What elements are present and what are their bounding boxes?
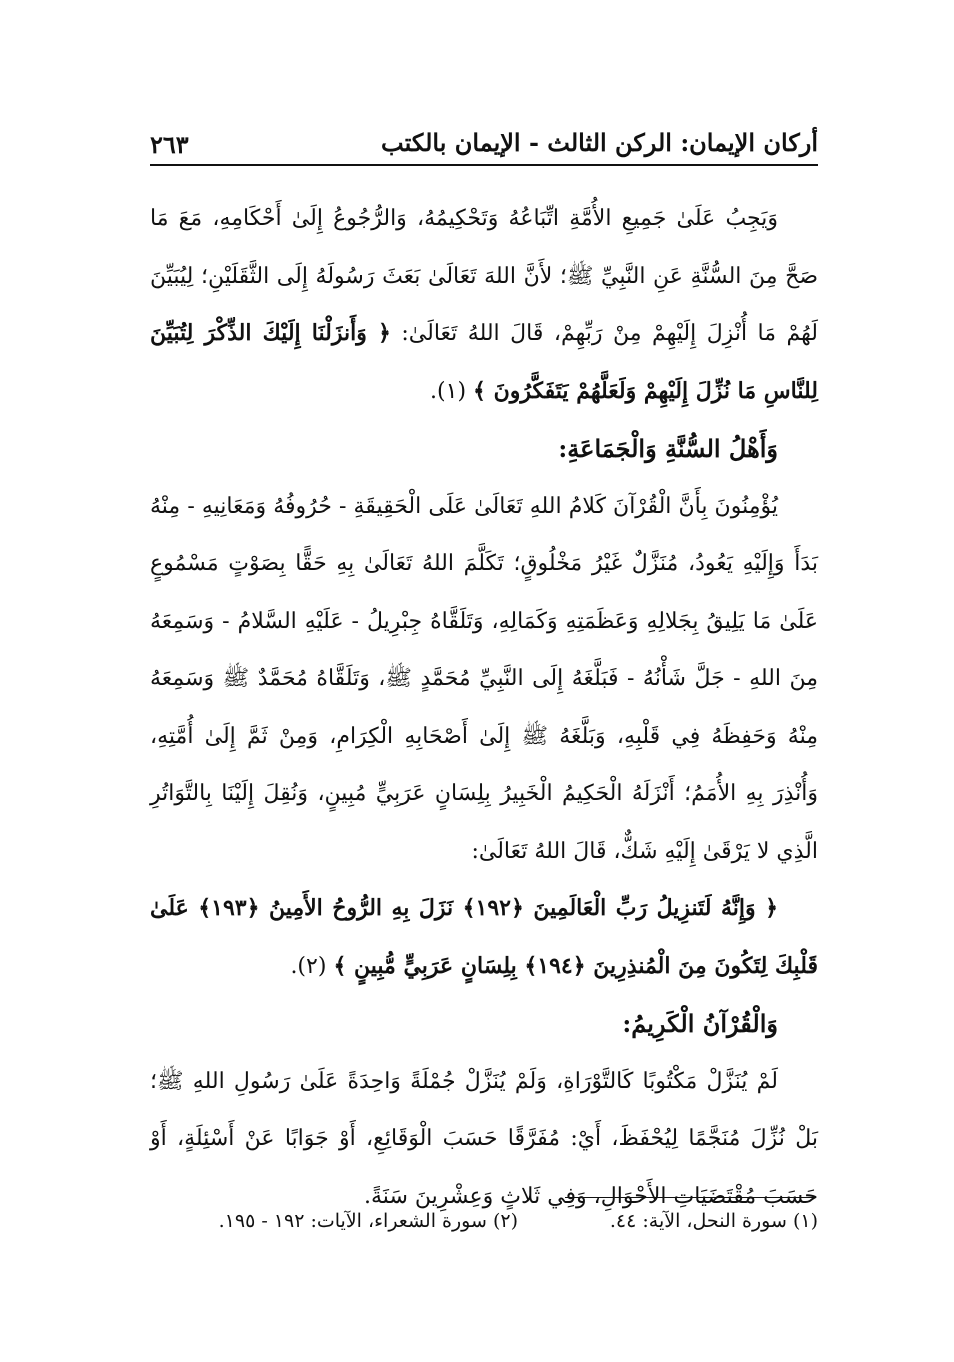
body-text: [150, 190, 818, 1225]
page-number: ٢٦٣: [150, 130, 189, 159]
heading-al-quran: وَالْقُرْآنُ الْكَرِيمُ:: [622, 1009, 778, 1038]
verse-an-nahl: ﴿ وَأَنزَلْنَا إِلَيْكَ الذِّكْرَ لِتُبَيِّنَ لِلنَّاسِ مَا نُزِّلَ إِلَيْهِمْ وَلَعَلَّهُمْ يَتَفَكَّرُونَ ﴾: [150, 320, 818, 404]
paragraph-1-text: وَيَجِبُ عَلَىٰ جَمِيعِ الأُمَّةِ اتِّبَاعُهُ وَتَحْكِيمُهُ، وَالرُّجُوعُ إِلَىٰ أَحْكَامِهِ، مَعَ مَا صَحَّ مِنَ السُّنَّةِ عَنِ النَّبِيِّ ﷺ؛ لأَنَّ اللهَ تَعَالَىٰ بَعَثَ رَسُولَهُ إِلَى الثَّقَلَيْنِ؛ لِيُبَيِّنَ لَهُمْ مَا أُنْزِلَ إِلَيْهِمْ مِنْ رَبِّهِمْ، قَالَ اللهُ تَعَالَىٰ:: [150, 206, 819, 346]
footnote-ref-1: (١).: [430, 378, 467, 404]
running-header: [150, 128, 818, 164]
paragraph-3: [150, 880, 818, 995]
paragraph-1: [150, 190, 818, 420]
footnote-2: (٢) سورة الشعراء، الآيات: ١٩٢ - ١٩٥.: [218, 1210, 518, 1232]
footnote-ref-2: (٢).: [290, 953, 327, 979]
paragraph-4: لَمْ يُنَزَّلْ مَكْتُوبًا كَالتَّوْرَاةِ، وَلَمْ يُنَزَّلْ جُمْلَةً وَاحِدَةً عَلَىٰ رَسُولِ اللهِ ﷺ؛ بَلْ نُزِّلَ مُنَجَّمًا لِيُحْفَظَ، أَيْ: مُفَرَّقًا حَسَبَ الْوَقَائِعِ، أَوْ جَوَابًا عَنْ أَسْئِلَةٍ، أَوْ حَسَبَ مُقْتَضَيَاتِ الأَحْوَالِ، وَفِي ثَلاثٍ وَعِشْرِينَ سَنَةً.: [150, 1068, 818, 1209]
header-rule: [150, 164, 818, 166]
footnote-rule: [565, 1197, 815, 1198]
footnote-1: (١) سورة النحل، الآية: ٤٤.: [609, 1210, 818, 1232]
header-title: أركان الإيمان: الركن الثالث - الإيمان بالكتب: [381, 128, 818, 157]
paragraph-2: يُؤْمِنُونَ بِأَنَّ الْقُرْآنَ كَلامُ اللهِ تَعَالَىٰ عَلَى الْحَقِيقَةِ - حُرُوفُهُ وَمَعَانِيهِ - مِنْهُ بَدَأَ وَإِلَيْهِ يَعُودُ، مُنَزَّلٌ غَيْرُ مَخْلُوقٍ؛ تَكَلَّمَ اللهُ تَعَالَىٰ بِهِ حَقًّا بِصَوْتٍ مَسْمُوعٍ عَلَىٰ مَا يَلِيقُ بِجَلالِهِ وَعَظَمَتِهِ وَكَمَالِهِ، وَتَلَقَّاهُ جِبْرِيلُ - عَلَيْهِ السَّلامُ - وَسَمِعَهُ مِنَ اللهِ - جَلَّ شَأْنُهُ - فَبَلَّغَهُ إِلَى النَّبِيِّ مُحَمَّدٍ ﷺ، وَتَلَقَّاهُ مُحَمَّدٌ ﷺ وَسَمِعَهُ مِنْهُ وَحَفِظَهُ فِي قَلْبِهِ، وَبَلَّغَهُ ﷺ إِلَىٰ أَصْحَابِهِ الْكِرَامِ، وَمِنْ ثَمَّ إِلَىٰ أُمَّتِهِ، وَأُنْذِرَ بِهِ الأُمَمُ؛ أَنْزَلَهُ الْحَكِيمُ الْخَبِيرُ بِلِسَانٍ عَرَبِيٍّ مُبِينٍ، وَنُقِلَ إِلَيْنَا بِالتَّوَاتُرِ الَّذِي لا يَرْقَىٰ إِلَيْهِ شَكٌّ، قَالَ اللهُ تَعَالَىٰ:: [150, 493, 818, 864]
verse-ash-shuara: ﴿ وَإِنَّهُ لَتَنزِيلُ رَبِّ الْعَالَمِينَ ﴿١٩٢﴾ نَزَلَ بِهِ الرُّوحُ الأَمِينُ ﴿١٩٣﴾ عَلَىٰ قَلْبِكَ لِتَكُونَ مِنَ الْمُنذِرِينَ ﴿١٩٤﴾ بِلِسَانٍ عَرَبِيٍّ مُّبِينٍ ﴾: [150, 895, 818, 979]
heading-ahl-al-sunnah: وَأَهْلُ السُّنَّةِ وَالْجَمَاعَةِ:: [558, 434, 778, 463]
footnotes: [150, 1210, 818, 1240]
